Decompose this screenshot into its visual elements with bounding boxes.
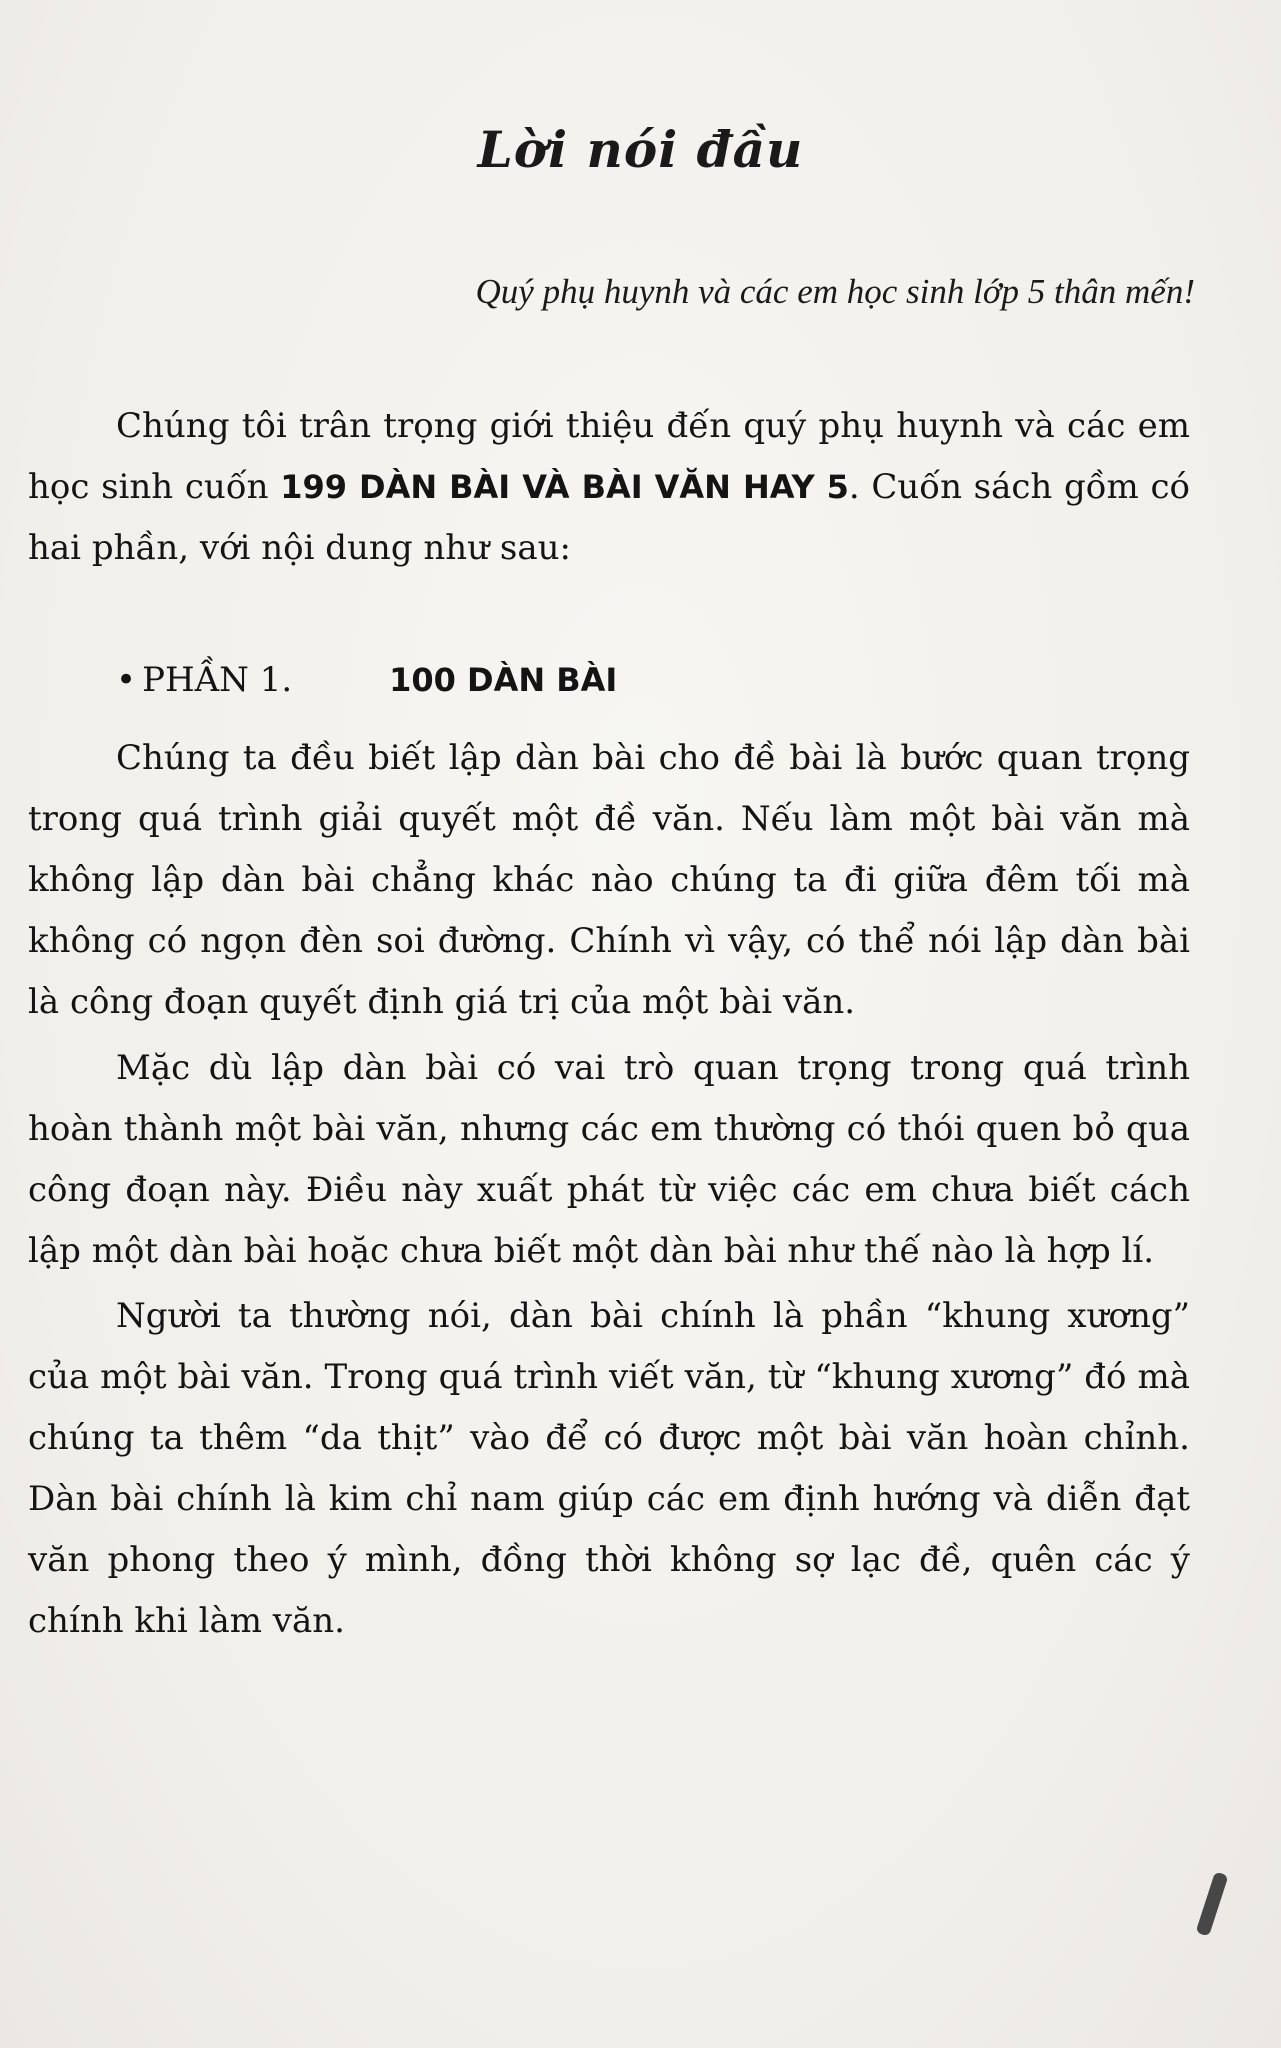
page-title: Lời nói đầu: [477, 120, 804, 179]
intro-paragraph: [28, 396, 1190, 579]
section-heading: [116, 660, 617, 700]
paragraph-1: [28, 728, 1190, 1033]
paragraph-text: Người ta thường nói, dàn bài chính là phần “khung xương” của một bài văn. Trong quá trình viết văn, từ “khung xương” đó mà chúng ta thêm “da thịt” vào để có được một bài văn hoàn chỉnh. Dàn bài chính là kim chỉ nam giúp các em định hướng và diễn đạt văn phong theo ý mình, đồng thời không sợ lạc đề, quên các ý chính khi làm văn.: [28, 1296, 1190, 1641]
paragraph-2: [28, 1038, 1190, 1282]
paragraph-text: Mặc dù lập dàn bài có vai trò quan trọng trong quá trình hoàn thành một bài văn, nhưng các em thường có thói quen bỏ qua công đoạn này. Điều này xuất phát từ việc các em chưa biết cách lập một dàn bài hoặc chưa biết một dàn bài như thế nào là hợp lí.: [28, 1048, 1190, 1271]
greeting-line: Quý phụ huynh và các em học sinh lớp 5 thân mến!: [475, 272, 1195, 311]
paragraph-text: Chúng ta đều biết lập dàn bài cho đề bài là bước quan trọng trong quá trình giải quyết một đề văn. Nếu làm một bài văn mà không lập dàn bài chẳng khác nào chúng ta đi giữa đêm tối mà không có ngọn đèn soi đường. Chính vì vậy, có thể nói lập dàn bài là công đoạn quyết định giá trị của một bài văn.: [28, 738, 1190, 1022]
section-label: PHẦN 1.: [142, 660, 293, 700]
paragraph-3: [28, 1286, 1190, 1652]
intro-text-after: . Cuốn sách gồm có hai phần, với nội dung như sau:: [28, 467, 1190, 568]
ink-smudge: [1195, 1871, 1228, 1936]
intro-text-before: Chúng tôi trân trọng giới thiệu đến quý phụ huynh và các em học sinh cuốn: [28, 406, 1190, 507]
bullet-mark: •: [116, 660, 137, 700]
section-title: 100 DÀN BÀI: [389, 661, 618, 699]
book-title: 199 DÀN BÀI VÀ BÀI VĂN HAY 5: [280, 468, 849, 506]
